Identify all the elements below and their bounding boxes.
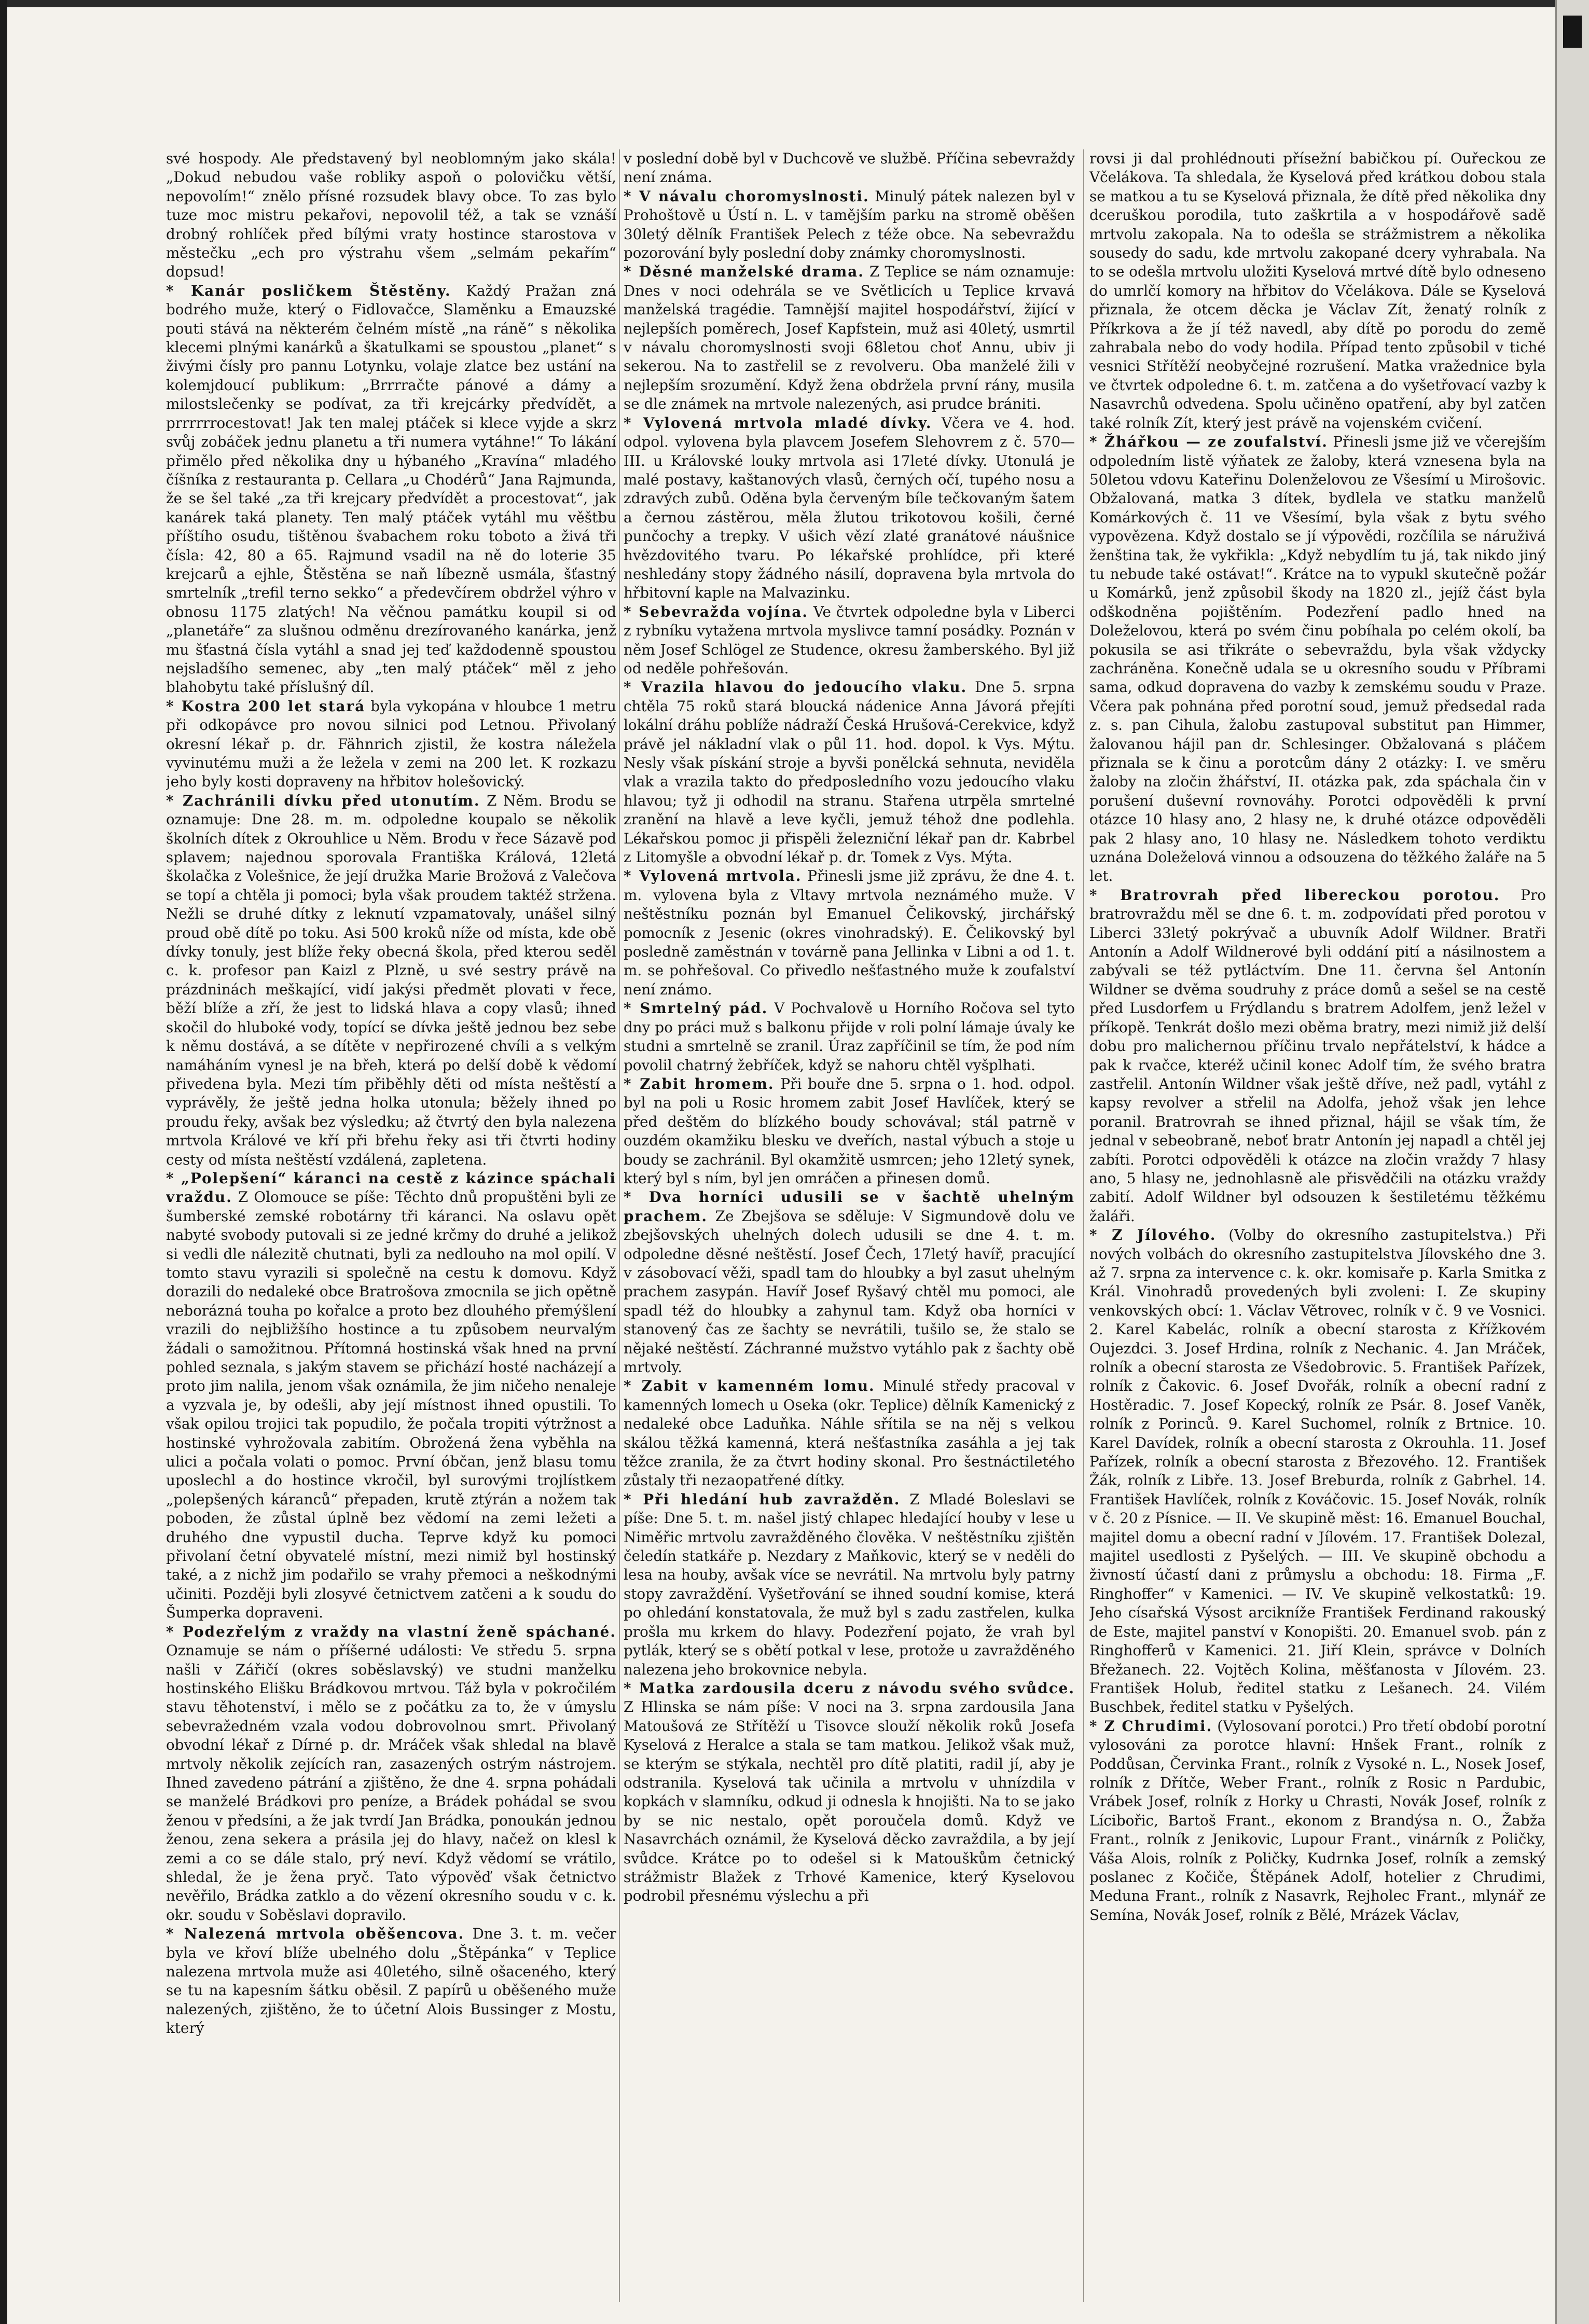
article-body: V Pochvalově u Horního Ročova sel tyto dny po práci muž s balkonu přijde v roli polní lámaje úvaly ke studni a smrtelně se zranil. Úraz zapříčinil se tím, že pod ním povolil chatrný žebříček, když se nahoru chtěl vyšplhati. (624, 1000, 1075, 1074)
column-3 (1089, 149, 1546, 2302)
article-heading: * Smrtelný pád. (624, 1000, 768, 1017)
article (166, 282, 616, 697)
scan-border-right (1555, 0, 1589, 2324)
article (624, 187, 1075, 263)
article-body: Včera ve 4. hod. odpol. vylovena byla plavcem Josefem Slehovrem z č. 570—III. u Královské louky mrtvola asi 17leté dívky. Utonulá je malé postavy, kaštanových vlasů, černých očí, tupého nosu a zdravých zubů. Oděna byla červeným bíle tečkovaným šatem a černou zástěrou, měla žlutou trikotovou košili, černé punčochy a trepky. V ušich vězí zlaté granátové náušnice hvězdovitého tvaru. Po lékařské prohlídce, při které neshledány stopy žádného násilí, dopravena byla mrtvola do hřbitovní kaple na Malvazinku. (624, 414, 1075, 602)
article-body: Z Hlinska se nám píše: V noci na 3. srpna zardousila Jana Matoušová ze Střítěží u Tisovce slouží několik roků Josefa Kyselová z Heralce a stala se tam matkou. Jelikož však muž, se kterým se stýkala, nechtěl pro dítě platiti, radil jí, aby je odstranila. Kyselová tak učinila a mrtvolu v uhnízdila v kopkách v slamníku, odkud ji odnesla k hnojišti. Na to se jako by se nic nestalo, opět poroučela domů. Když ve Nasavrchách oznámil, že Kyselová děcko zavraždila, a by její svůdce. Krátce po to odešel si k Matouškům četnický strážmistr Blažek z Trhové Kamenice, který Kyselovou podrobil přesnému výslechu a při (624, 1698, 1075, 1905)
article-heading: * Z Chrudimi. (1089, 1717, 1213, 1735)
article-heading: * „Polepšení“ káranci na cestě z kázince spáchali vraždu. (166, 1169, 616, 1206)
article (624, 678, 1075, 867)
article (1089, 886, 1546, 1226)
article (624, 1075, 1075, 1188)
article (624, 1377, 1075, 1490)
article-heading: * Matka zardousila dceru z návodu svého svůdce. (624, 1679, 1075, 1697)
article (624, 999, 1075, 1075)
column-1 (166, 149, 616, 2302)
article-heading: * Podezřelým z vraždy na vlastní ženě spáchané. (166, 1623, 616, 1640)
article-body: Z Něm. Brodu se oznamuje: Dne 28. m. m. odpoledne koupalo se několik školních dítek z Okrouhlice u Něm. Brodu v řece Sázavě pod splavem; najednou sporovala Františka Králová, 12letá školačka z Volešnice, že její družka Marie Brožová z Valečova se topí a chtěla ji pomoci; byla však proudem taktéž stržena. Nežli se druhé dítky z leknutí vzpamatovaly, unášel silný proud obě dítě po toku. Asi 500 kroků níže od místa, kde obě dívky tonuly, jest blíže řeky obecná škola, před kterou seděl c. k. profesor pan Kaizl z Plzně, u své sestry právě na prázdninách meškající, vidí jakýsi předmět plovati v řece, běží blíže a zří, že jest to lidská hlava a copy vlasů; ihned skočil do hluboké vody, topící se dívka ještě jednou bez sebe k němu dostává, a se dítěte v nepřirozené chvíli a s velkým namáháním vynesl je na břeh, která po delší době k vědomí přivedena byla. Mezi tím přiběhly děti od místa neštěstí a vyprávěly, že ještě jedna holka utonula; běžely ihned po proudu řeky, avšak bez výsledku; až čtvrtý den byla nalezena mrtvola Králové ve kří při břehu řeky asi tři čtvrti hodiny cesty od místa neštěstí vzdálená, zapletena. (166, 792, 616, 1168)
article-body: své hospody. Ale představený byl neoblomným jako skála! „Dokud nebudou vaše robliky aspoň o polovičku větší, nepovolím!“ znělo přísné rozsudek blavy obce. To zas bylo tuze moc mistru pekařovi, nepovolil též, a tak se vznáší drobný rohlíček před bílými vraty hostince starostova v městečku „ech pro výstrahu všem „selmám pekařím“ dopsud! (166, 150, 616, 281)
article-body: Ve čtvrtek odpoledne byla v Liberci z rybníku vytažena mrtvola myslivce tamní posádky. Poznán v něm Josef Schlögel ze Studence, okresu žamberského. Byl již od neděle pohřešován. (624, 603, 1075, 677)
article-heading: * Kanár posličkem Štěstěny. (166, 282, 451, 299)
scan-border-top (0, 0, 1589, 7)
article (624, 262, 1075, 413)
column-rule (1083, 149, 1084, 2302)
article (624, 1679, 1075, 1906)
article-body: Z Teplice se nám oznamuje: Dnes v noci odehrála se ve Světlicích u Teplice krvavá manželská tragédie. Tamnější majitel hospodářství, žijící v nejlepších poměrech, Josef Kapfstein, muž asi 40letý, usmrtil v návalu choromyslnosti svoji 68letou choť Annu, ubiv ji sekerou. Na to zastřelil se z revolveru. Oba manželé žili v nejlepším srozumění. Když žena obdržela první rány, musila se dle známek na mrtvole nalezených, asi prudce brániti. (624, 263, 1075, 413)
article-body: Dne 3. t. m. večer byla ve křoví blíže ubelného dolu „Štěpánka“ v Teplice nalezena mrtvola muže asi 40letého, silně ošaceného, který se tu na kapesním šátku oběsil. Z papírů u oběšeného muže nalezených, zjištěno, že to účetní Alois Bussinger z Mostu, který (166, 1925, 616, 2037)
article-heading: * Děsné manželské drama. (624, 263, 864, 281)
article (1089, 1717, 1546, 1925)
article-heading: * Kostra 200 let stará (166, 697, 366, 715)
article-body: (Vylosovaní porotci.) Pro třetí období porotní vylosováni za porotce hlavní: Hnšek Frant., rolník z Poddůsan, Červinka Frant., rolník z Vysoké n. L., Nosek Josef, rolník z Dřítče, Weber Frant., rolník z Rosic n Pardubic, Vrábek Josef, rolník z Horky u Chrasti, Novák Josef, rolník z Lícibořic, Bartoš Frant., ekonom z Brandýsa n. O., Žabža Frant., rolník z Jenikovic, Lupour Frant., vinárník z Poličky, Váša Alois, rolník z Poličky, Kudrnka Josef, rolník a zemský poslanec z Kočiče, Štěpánek Adolf, hotelier z Chrudimi, Meduna Frant., rolník z Nasavrk, Rejholec Frant., mlynář ze Semína, Novák Josef, rolník z Bělé, Mrázek Václav, (1089, 1717, 1546, 1924)
article-heading: * Bratrovrah před libereckou porotou. (1089, 886, 1500, 904)
article (1089, 149, 1546, 433)
article-body: Oznamuje se nám o příšerné události: Ve středu 5. srpna našli v Zářičí (okres soběslavský) ve studni manželku hostinského Elišku Brádkovou mrtvou. Táž byla v pokročilém stavu těhotenství, i mělo se z počátku za to, že v úmyslu sebevražedném vzala vodou dobrovolnou smrt. Přivolaný obvodní lékař z Dírné p. dr. Mráček však shledal na blavě mrtvoly několik zejících ran, zasazených ostrým nástrojem. Ihned zavedeno pátrání a zjištěno, že dne 4. srpna pohádali se manželé Brádkovi pro peníze, a Brádek pohádal se svou ženou v předsíni, a že jak tvrdí Jan Brádka, ponoukán jednou ženou, zena sekera a prásila jej do hlavy, načež on klesl k zemi a co se dále stalo, prý neví. Když vědomí se vrátilo, shledal, že je žena pryč. Tato výpověď však četnictvo nevěřilo, Brádka zatklo a do vězení okresního soudu v c. k. okr. soudu v Soběslavi dopravilo. (166, 1642, 616, 1924)
article (624, 1490, 1075, 1679)
article (166, 792, 616, 1169)
article-heading: * Sebevražda vojína. (624, 603, 809, 620)
article-heading: * Zabit v kamenném lomu. (624, 1377, 875, 1395)
article-heading: * Nalezená mrtvola oběšencova. (166, 1925, 465, 1943)
article-body: byla vykopána v hloubce 1 metru při odkopávce pro novou silnici pod Letnou. Přivolaný okresní lékař p. dr. Fähnrich zjistil, že kostra náležela vyvinutému muži a že ležela v zemi na 200 let. K rozkazu jeho byly kosti dopraveny na hřbitov holešovický. (166, 697, 616, 791)
article-heading: * Zabit hromem. (624, 1075, 775, 1092)
article-heading: * V návalu choromyslnosti. (624, 187, 869, 205)
article (1089, 433, 1546, 886)
article-body: (Volby do okresního zastupitelstva.) Při nových volbách do okresního zastupitelstva Jílovského dne 3. až 7. srpna za intervence c. k. okr. komisaře p. Karla Smitka z Král. Vinohradů provedených byli zvoleni: I. Ze skupiny venkovských obcí: 1. Václav Větrovec, rolník v č. 9 ve Vosnici. 2. Karel Kabelác, rolník a obecní starosta z Křížkovém Oujezdci. 3. Josef Hrdina, rolník z Nechanic. 4. Jan Mráček, rolník a obecní starosta ze Všedobrovic. 5. František Pařízek, rolník z Čakovic. 6. Josef Dvořák, rolník a obecní radní z Hostěradic. 7. Josef Kopecký, rolník ze Psár. 8. Josef Vaněk, rolník z Porinců. 9. Karel Suchomel, rolník z Brtnice. 10. Karel Davídek, rolník a obecní starosta z Okrouhla. 11. Josef Pařízek, rolník a obecní starosta z Březového. 12. František Žák, rolník z Libře. 13. Josef Breburda, rolník z Gabrhel. 14. František Havlíček, rolník z Kováčovic. 15. Josef Novák, rolník v č. 20 z Písnice. — II. Ve skupině měst: 16. Emanuel Bouchal, majitel domu a obecní radní v Jílovém. 17. František Dolezal, majitel usedlosti z Pyšelých. — III. Ve skupině obchodu a živností účastí dani z průmyslu a obchodu: 18. Firma „F. Ringhoffer“ v Kamenici. — IV. Ve skupině velkostatků: 19. Jeho císařská Výsost arcikníže František Ferdinand rakouský de Este, majitel panství v Konopišti. 20. Emanuel svob. pán z Ringhofferů v Kamenici. 21. Jiří Klein, správce v Dolních Břežanech. 22. Vojtěch Kolina, měšťanosta v Jílovém. 23. František Holub, ředitel statku z Lešanech. 24. Vilém Buschbek, ředitel statku v Pyšelých. (1089, 1226, 1546, 1716)
article (624, 414, 1075, 603)
article-body: Přinesli jsme již zprávu, že dne 4. t. m. vylovena byla z Vltavy mrtvola neznámého muže. V neštěstníku poznán byl Emanuel Čelikovský, jirchářský pomocník z Jesenic (okres vinohradský). E. Čelikovský byl posledně zaměstnán v továrně pana Jellinka v Libni a od 1. t. m. se pohřešoval. Co přivedlo nešťastného muže k zoufalství není známo. (624, 867, 1075, 998)
article-heading: * Žhářkou — ze zoufalství. (1089, 433, 1328, 451)
article-body: Minulý pátek nalezen byl v Prohoštově u Ústí n. L. v tamějším parku na stromě oběšen 30letý dělník František Pelech z téže obce. Na sebevraždu pozorování byly poslední doby známky choromyslnosti. (624, 187, 1075, 262)
article-body: Přinesli jsme již ve včerejším odpoledním listě výňatek ze žaloby, která vznesena byla na 50letou vdovu Kateřinu Dolenželovou ze Všesímí u Mirošovic. Obžalovaná, matka 3 dítek, bydlela ve statku manželů Komárkových č. 11 ve Všesímí, byla však z bytu svého vypovězena. Když dostalo se jí výpovědi, rozčílila se náruživá ženština tak, že vykřikla: „Když nebydlím tu já, tak nikdo jiný tu nebude také ostávat!“. Krátce na to vypukl skutečně požár u Komárků, jenž způsobil škody na 1820 zl., jejíž část byla odškodněna pojištěním. Podezření padlo hned na Doleželovou, která po svém činu pobíhala po celém okolí, ba pokusila se asi třikráte o sebevraždu, byla však vždycky zachráněna. Konečně udala se u okresního soudu v Příbrami sama, odkud dopravena do vazby k zemskému soudu v Praze. Včera pak pohnána před porotní soud, jemuž předsedal rada z. s. pan Cihula, žalobu zastupoval substitut pan Himmer, žalovanou hájil pan dr. Schlesinger. Obžalovaná s pláčem přiznala se k činu a porotcům dány 2 otázky: I. ve směru žaloby na zločin žhářství, II. otázka pak, zda spáchala čin v porušení duševní rovnováhy. Porotci odpověděli k první otázce 10 hlasy ano, 2 hlasy ne, k druhé otázce odpověděli pak 2 hlasy ano, 10 hlasy ne. Následkem tohoto verdiktu uznána Doleželová vinnou a odsouzena do těžkého žaláře na 5 let. (1089, 433, 1546, 885)
article (624, 603, 1075, 679)
article-body: Při bouře dne 5. srpna o 1. hod. odpol. byl na poli u Rosic hromem zabit Josef Havlíček, který se před deštěm do blízkého boudy schovával; stál patrně v ouzdém okamžiku blesku ve dveřích, nastal výbuch a stoje u boudy se zachránil. Byl okamžitě usmrcen; jeho 12letý synek, který byl s ním, byl jen omráčen a přinesen domů. (624, 1075, 1075, 1187)
article (624, 867, 1075, 999)
article-body: Dne 5. srpna chtěla 75 roků stará bloucká nádenice Anna Jávorá přejíti lokální dráhu poblíže nádraží Česká Hrušová-Cerekvice, když právě jel nákladní vlak o půl 11. hod. dopol. k Vys. Mýtu. Nesly však pískání stroje a byvši ponělcká sehnuta, neviděla vlak a vrazila takto do předposledního vozu jedoucího vlaku hlavou; tyž ji odhodil na stranu. Stařena utrpěla smrtelné zranění na hlavě a leve kyčli, jemuž téhož dne podlehla. Lékařskou pomoc ji přispěli železniční lékař pan dr. Kabrbel z Litomyšle a obvodní lékař p. dr. Tomek z Vys. Mýta. (624, 679, 1075, 866)
article-body: Ze Zbejšova se sděluje: V Sigmundově dolu ve zbejšovských uhelných dolech udusili se dne 4. t. m. odpoledne děsné neštěstí. Josef Čech, 17letý havíř, pracující v zásobovací věži, spadl tam do hloubky a byl zasut uhelným prachem zasypán. Havíř Josef Ryšavý chtěl mu pomoci, ale spadl též do hloubky a zahynul tam. Když oba horníci v stanovený čas ze šachty se nevrátili, tušilo se, že stalo se nějaké neštěstí. Záchranné mužstvo vytáhlo pak z šachty obě mrtvoly. (624, 1207, 1075, 1376)
article-body: v poslední době byl v Duchcově ve službě. Příčina sebevraždy není známa. (624, 150, 1075, 186)
scan-border-left (0, 0, 7, 2324)
column-2 (624, 149, 1075, 2302)
article-body: Každý Pražan zná bodrého muže, který o Fidlovačce, Slaměnku a Emauzské pouti stává na některém čelném místě „na ráně“ s několika klecemi plnými kanárků a škatulkami se spoustou „planet“ s živými čísly pro pannu Lotynku, volaje zlatce bez ustání na kolemjdoucí publikum: „Brrrračte pánové a dámy a milostslečenky se podívat, za tři krejcárky předvídět, a prrrrrrocestovat! Jak ten malej ptáček si klece vyjde a skrz svůj zobáček jednu planetu a tři numera vytáhne!“ To lákání přimělo před několika dny u hýbaného „Kravína“ mladého číšníka z restauranta p. Cellara „u Chodérů“ Jana Rajmunda, že se šel také „za tři krejcary předvídět a procestovat“, jak kanárek taká planety. Ten malý ptáček vytáhl mu věštbu příštího osudu, tištěnou švabachem roku toboto a živá tři čísla: 42, 80 a 65. Rajmund vsadil na ně do loterie 35 krejcarů a ejhle, Štěstěna se naň líbezně usmála, šťastný smrtelník „trefil terno sekko“ a předevčírem obdržel výhro v obnosu 1175 zlatých! Na věčnou památku koupil si od „planetáře“ za slušnou odměnu drezírovaného kanárka, jenž mu šťastná čísla vytáhl a snad jej teď každodenně spoustou nejsladšího semenec, aby „ten malý ptáček“ měl z jeho blahobytu také příslušný díl. (166, 282, 616, 696)
article-body: rovsi ji dal prohlédnouti přísežní babičkou pí. Ouřeckou ze Včelákova. Ta shledala, že Kyselová před krátkou dobou stala se matkou a tu se Kyselová přiznala, že dítě před několika dny dceruškou porodila, tuto zaškrtila a v hospodářově sadě mrtvolu zakopala. Na to odešla se strážmistrem a několika sousedy do sadu, kde mrtvolu zakopané dcery vyhrabala. Na to se odešla mrtvolu uložiti Kyselová mrtvé dítě bylo odneseno do umrlčí komory na hřbitov do Včelákova. Dále se Kyselová přiznala, že otcem děcka je Václav Zít, ženatý rolník z Příkrkova a že jí též navedl, aby dítě po porodu do země zahrabala nebo do vody hodila. Případ tento způsobil v tiché vesnici Střítěží neobyčejné rozrušení. Matka vražednice byla ve čtvrtek odpoledne 6. t. m. zatčena a do vyšetřovací vazby k Nasavrchů odvedena. Spolu učiněno opatření, aby byl zatčen také rolník Zít, který jest právě na vojenském cvičení. (1089, 150, 1546, 432)
article (624, 1188, 1075, 1377)
binding-mark (1563, 16, 1582, 48)
article (166, 149, 616, 282)
article-heading: * Vylovená mrtvola mladé dívky. (624, 414, 932, 432)
article (166, 697, 616, 792)
article-heading: * Při hledání hub zavražděn. (624, 1490, 901, 1508)
article-body: Z Mladé Boleslavi se píše: Dne 5. t. m. našel jistý chlapec hledající houby v lese u Niměřic mrtvolu zavražděného člověka. V neštěstníku zjištěn čeledín statkáře p. Nezdary z Maňkovic, který se v neděli do lesa na houby, avšak více se nevrátil. Na mrtvolu byly patrny stopy zavraždění. Vyšetřování se ihned soudní komise, která po ohledání konstatovala, že muž byl s zadu zastřelen, kulka prošla mu krkem do hlavy. Podezření pojato, že vrah byl pytlák, který se s obětí potkal v lese, protože u zavražděného nalezena jeho brokovnice nebyla. (624, 1490, 1075, 1678)
article (624, 149, 1075, 187)
article-heading: * Vylovená mrtvola. (624, 867, 802, 885)
column-rule (619, 149, 620, 2302)
article (1089, 1226, 1546, 1717)
article-body: Minulé středy pracoval v kamenných lomech u Oseka (okr. Teplice) dělník Kamenický z nedaleké obce Laduňka. Náhle sřítila se na něj s velkou skálou těžká kamenná, která nešťastníka zasáhla a jej tak těžce zranila, že za čtvrt hodiny skonal. Pro šestnáctiletého zůstaly tři nezaopatřené dítky. (624, 1377, 1075, 1489)
article (166, 1623, 616, 1925)
article-heading: * Z Jílového. (1089, 1226, 1217, 1244)
article (166, 1169, 616, 1623)
article-body: Pro bratrovraždu měl se dne 6. t. m. zodpovídati před porotou v Liberci 33letý pokrývač a ubuvník Adolf Wildner. Bratři Antonín a Adolf Wildnerové byli oddání pití a násilnostem a zabývali se též pytláctvím. Dne 11. června šel Antonín Wildner se dvěma soudruhy z práce domů a sešel se na cestě před Lusdorfem u Frýdlandu s bratrem Adolfem, jenž ležel v příkopě. Tenkrát došlo mezi oběma bratry, mezi nimiž již delší dobu pro malichernou příčinu trvalo nepřátelství, k hádce a pak k rvačce, kteréž učinil konec Adolf tím, že svého bratra zastřelil. Antonín Wildner však ještě dříve, než padl, vytáhl z kapsy revolver a střelil na Adolfa, jehož však jen lehce poranil. Bratrovrah se ihned přiznal, hájil se však tím, že jednal v sebeobraně, neboť bratr Antonín jej napadl a chtěl jej zabíti. Porotci odpověděli k otázce na zločin vraždy 7 hlasy ano, 5 hlasy ne, jednohlasně ale přisvědčili na otázku vraždy zabití. Adolf Wildner byl odsouzen k šestiletému těžkému žaláři. (1089, 886, 1546, 1225)
article-body: Z Olomouce se píše: Těchto dnů propuštěni byli ze šumberské zemské robotárny tři káranci. Na oslavu opět nabyté svobody putovali si ze jedné krčmy do druhé a jelikož si vedli dle nálezitě chutnati, byli za nedlouho na mol opilí. V tomto stavu vyrazili si společně na cestu k domovu. Když dorazili do nedaleké obce Bratrošova zmocnila se jich opětně neborázná touha po kořalce a proto bez dlouhého přemýšlení vrazili do nejbližšího hostince a tu způsobem neurvalým žádali o samožitnou. Přítomná hostinská však hned na první pohled seznala, s jakým stavem se přichází hosté nacházejí a proto jim nalila, jenom však oznámila, že jim ničeho nenaleje a vyzvala je, by odešli, aby její místnost ihned opustili. To však opilou trojici tak popudilo, že počala tropiti výtržnost a hostinské vyhrožovala zabitím. Obrožená žena vyběhla na ulici a počala volati o pomoc. První óbčan, jenž blasu tomu uposlechl a do hostince vkročil, byl surovými trojlístkem „polepšených káranců“ přepaden, krutě ztýrán a nožem tak poboden, že zůstal úplně bez vědomí na zemi ležeti a druhého dne vypustil ducha. Teprve když ku pomoci přivolaní četní obyvatelé místní, mezi nimiž byl hostinský také, a z nichž jim podařilo se vrahy přemoci a neškodnými učiniti. Později byli zlosyvé četnictvem zatčeni a k soudu do Šumperka dopraveni. (166, 1188, 616, 1622)
article-heading: * Zachránili dívku před utonutím. (166, 792, 480, 809)
article (166, 1925, 616, 2038)
article-heading: * Dva horníci udusili se v šachtě uhelným prachem. (624, 1188, 1075, 1225)
article-heading: * Vrazila hlavou do jedoucího vlaku. (624, 679, 968, 696)
